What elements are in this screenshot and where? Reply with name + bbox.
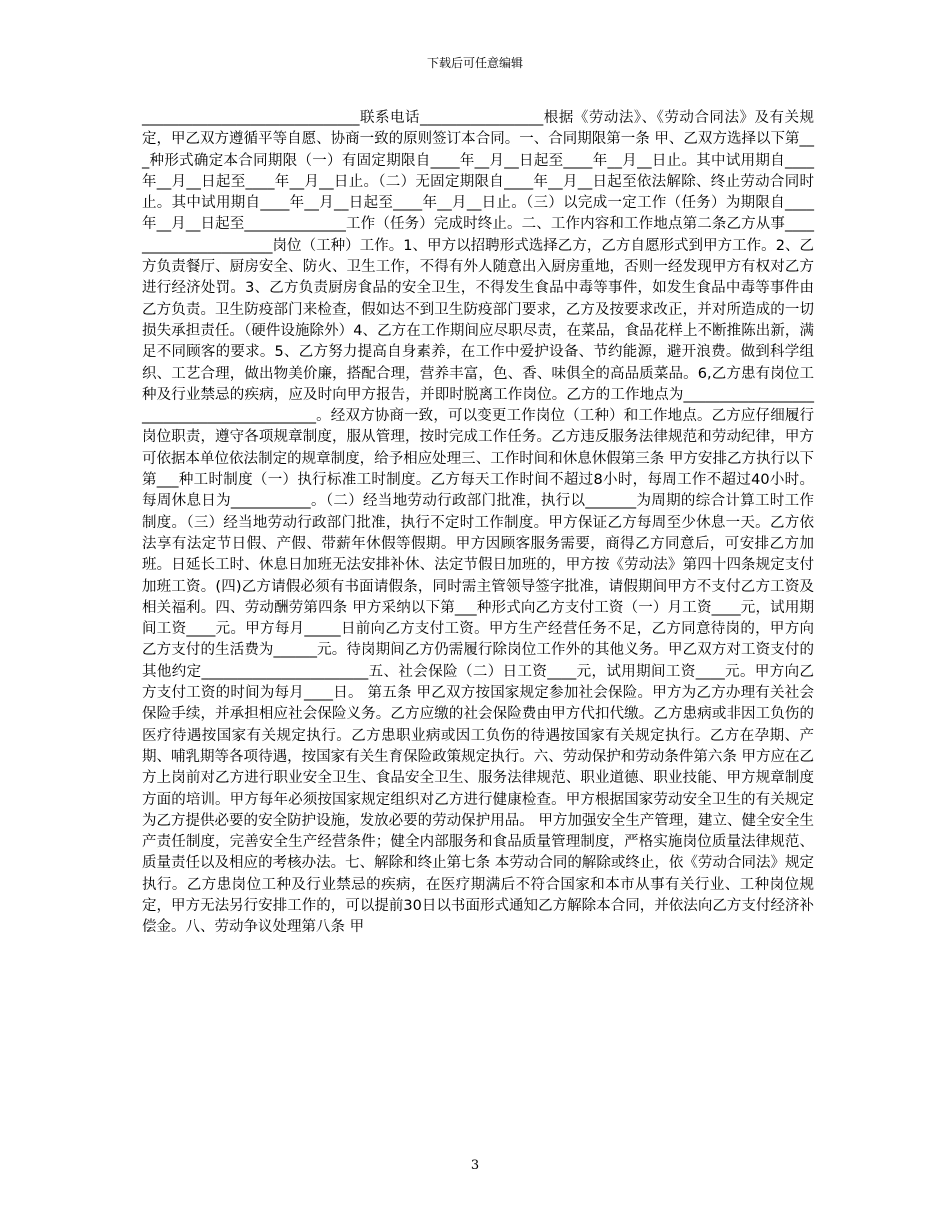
page-header: 下载后可任意编辑 <box>426 56 523 70</box>
page-number: 3 <box>470 1158 480 1173</box>
contract-body-text: ______________________________联系电话_________________根据《劳动法》、《劳动合同法》及有关规定，甲乙双方遵循平等自愿、协商一致的原则签订本合同。一、合同期限第一条 甲、乙双方选择以下第___种形式确定本合同期限（一）有固定期限自____年__月__日起至____年__月__日止。其中试用期自____年__月__日起至____年__月__日止。（二）无固定期限自____年__月__日起至依法解除、终止劳动合同时止。其中试用期自____年__月__日起至____年__月__日止。（三）以完成一定工作（任务）为期限自____年__月__日起至______________工作（任务）完成时终止。二、工作内容和工作地点第二条乙方从事______________________岗位（工种）工作。1、甲方以招聘形式选择乙方，乙方自愿形式到甲方工作。2、乙方负责餐厅、厨房安全、防火、卫生工作，不得有外人随意出入厨房重地，否则一经发现甲方有权对乙方进行经济处罚。3、乙方负责厨房食品的安全卫生，不得发生食品中毒等事件，如发生食品中毒等事件由乙方负责。卫生防疫部门来检查，假如达不到卫生防疫部门要求，乙方及按要求改正，并对所造成的一切损失承担责任。（硬件设施除外）4、乙方在工作期间应尽职尽责，在菜品，食品花样上不断推陈出新，满足不同顾客的要求。5、乙方努力提高自身素养，在工作中爱护设备、节约能源，避开浪费。做到科学组织、工艺合理，做出物美价廉，搭配合理，营养丰富，色、香、味俱全的高品质菜品。6,乙方患有岗位工种及行业禁忌的疾病，应及时向甲方报告，并即时脱离工作岗位。乙方的工作地点为__________________________________________。经双方协商一致，可以变更工作岗位（工种）和工作地点。乙方应仔细履行岗位职责，遵守各项规章制度，服从管理，按时完成工作任务。乙方违反服务法律规范和劳动纪律，甲方可依据本单位依法制定的规章制度，给予相应处理三、工作时间和休息休假第三条 甲方安排乙方执行以下第___种工时制度（一）执行标准工时制度。乙方每天工作时间不超过8小时，每周工作不超过40小时。每周休息日为___________。（二）经当地劳动行政部门批准，执行以_______为周期的综合计算工时工作制度。（三）经当地劳动行政部门批准，执行不定时工作制度。甲方保证乙方每周至少休息一天。乙方依法享有法定节日假、产假、带薪年休假等假期。甲方因顾客服务需要，商得乙方同意后，可安排乙方加班。日延长工时、休息日加班无法安排补休、法定节假日加班的，甲方按《劳动法》第四十四条规定支付加班工资。(四)乙方请假必须有书面请假条，同时需主管领导签字批准，请假期间甲方不支付乙方工资及相关福利。四、劳动酬劳第四条 甲方采纳以下第___种形式向乙方支付工资（一）月工资____元，试用期间工资____元。甲方每月_____日前向乙方支付工资。甲方生产经营任务不足，乙方同意待岗的，甲方向乙方支付的生活费为______元。待岗期间乙方仍需履行除岗位工作外的其他义务。甲乙双方对工资支付的其他约定_______________________五、社会保险（二）日工资____元，试用期间工资____元。甲方向乙方支付工资的时间为每月____日。 第五条 甲乙双方按国家规定参加社会保险。甲方为乙方办理有关社会保险手续，并承担相应社会保险义务。乙方应缴的社会保险费由甲方代扣代缴。乙方患病或非因工负伤的医疗待遇按国家有关规定执行。乙方患职业病或因工负伤的待遇按国家有关规定执行。乙方在孕期、产期、哺乳期等各项待遇，按国家有关生育保险政策规定执行。六、劳动保护和劳动条件第六条 甲方应在乙方上岗前对乙方进行职业安全卫生、食品安全卫生、服务法律规范、职业道德、职业技能、甲方规章制度方面的培训。甲方每年必须按国家规定组织对乙方进行健康检查。甲方根据国家劳动安全卫生的有关规定为乙方提供必要的安全防护设施，发放必要的劳动保护用品。 甲方加强安全生产管理，建立、健全安全生产责任制度，完善安全生产经营条件；健全内部服务和食品质量管理制度，严格实施岗位质量法律规范、质量责任以及相应的考核办法。七、解除和终止第七条 本劳动合同的解除或终止，依《劳动合同法》规定执行。乙方患岗位工种及行业禁忌的疾病，在医疗期满后不符合国家和本市从事有关行业、工种岗位规定，甲方无法另行安排工作的，可以提前30日以书面形式通知乙方解除本合同，并依法向乙方支付经济补偿金。八、劳动争议处理第八条 甲 <box>142 110 814 936</box>
